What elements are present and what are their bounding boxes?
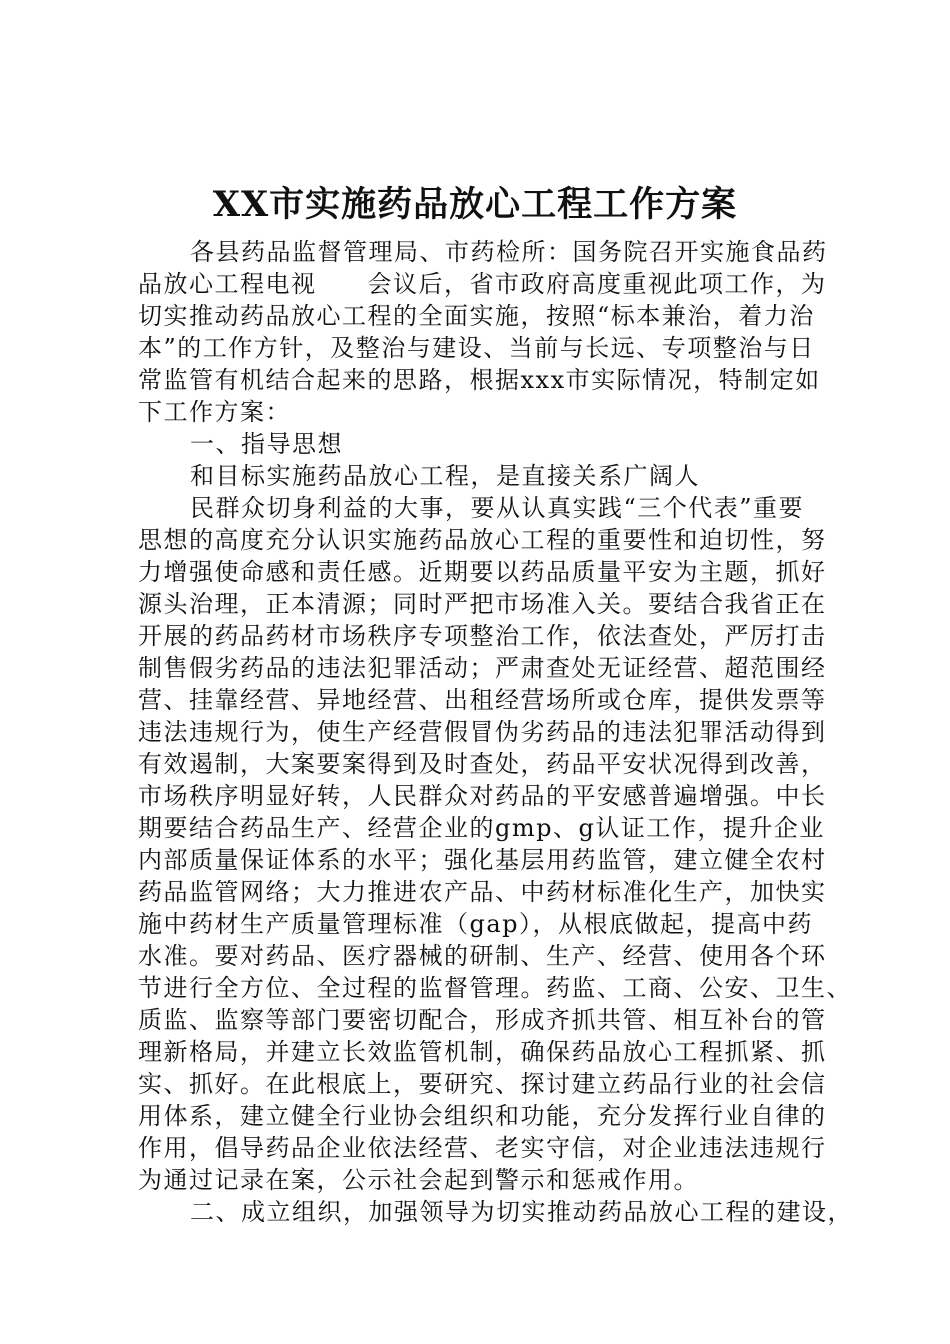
document-title: XX市实施药品放心工程工作方案 — [212, 184, 738, 225]
body-text-line: 本”的工作方针，及整治与建设、当前与长远、专项整治与日 — [138, 334, 815, 362]
body-text-line: 期要结合药品生产、经营企业的gmp、g认证工作，提升企业 — [138, 814, 825, 842]
body-text-line: 为通过记录在案，公示社会起到警示和惩戒作用。 — [138, 1166, 699, 1194]
body-text-line: 用体系，建立健全行业协会组织和功能，充分发挥行业自律的 — [138, 1102, 827, 1130]
body-text-line: 水准。要对药品、医疗器械的研制、生产、经营、使用各个环 — [138, 942, 827, 970]
body-text-line: 民群众切身利益的大事，要从认真实践“三个代表”重要 — [190, 494, 805, 522]
body-text-line: 内部质量保证体系的水平；强化基层用药监管，建立健全农村 — [138, 846, 827, 874]
body-text-line: 源头治理，正本清源；同时严把市场准入关。要结合我省正在 — [138, 590, 827, 618]
body-text-line: 市场秩序明显好转，人民群众对药品的平安感普遍增强。中长 — [138, 782, 827, 810]
body-text-line: 各县药品监督管理局、市药检所：国务院召开实施食品药 — [190, 238, 828, 266]
body-text-line: 品放心工程电视 会议后，省市政府高度重视此项工作，为 — [138, 270, 827, 298]
body-text-line: 切实推动药品放心工程的全面实施，按照“标本兼治，着力治 — [138, 302, 815, 330]
body-text-line: 作用，倡导药品企业依法经营、老实守信，对企业违法违规行 — [138, 1134, 827, 1162]
body-text-line: 和目标实施药品放心工程，是直接关系广阔人 — [190, 462, 700, 490]
body-text-line: 思想的高度充分认识实施药品放心工程的重要性和迫切性，努 — [138, 526, 827, 554]
body-text-line: 制售假劣药品的违法犯罪活动；严肃查处无证经营、超范围经 — [138, 654, 827, 682]
body-text-line: 营、挂靠经营、异地经营、出租经营场所或仓库，提供发票等 — [138, 686, 827, 714]
document-body — [138, 236, 853, 1228]
body-text-line: 一、指导思想 — [190, 430, 343, 458]
body-text-line: 药品监管网络；大力推进农产品、中药材标准化生产，加快实 — [138, 878, 827, 906]
body-text-line: 实、抓好。在此根底上，要研究、探讨建立药品行业的社会信 — [138, 1070, 827, 1098]
body-text-line: 开展的药品药材市场秩序专项整治工作，依法查处，严厉打击 — [138, 622, 827, 650]
body-text-line: 违法违规行为，使生产经营假冒伪劣药品的违法犯罪活动得到 — [138, 718, 827, 746]
body-text-line: 下工作方案： — [138, 398, 291, 426]
body-text-line: 施中药材生产质量管理标准（gap），从根底做起，提高中药 — [138, 910, 814, 938]
body-text-line: 常监管有机结合起来的思路，根据xxx市实际情况，特制定如 — [138, 366, 821, 394]
body-text-line: 节进行全方位、全过程的监督管理。药监、工商、公安、卫生、 — [138, 974, 852, 1002]
body-text-line: 二、成立组织，加强领导为切实推动药品放心工程的建设， — [190, 1198, 853, 1226]
body-text-line: 理新格局，并建立长效监管机制，确保药品放心工程抓紧、抓 — [138, 1038, 827, 1066]
body-text-line: 力增强使命感和责任感。近期要以药品质量平安为主题，抓好 — [138, 558, 827, 586]
body-text-line: 质监、监察等部门要密切配合，形成齐抓共管、相互补台的管 — [138, 1006, 827, 1034]
body-text-line: 有效遏制，大案要案得到及时查处，药品平安状况得到改善， — [138, 750, 827, 778]
